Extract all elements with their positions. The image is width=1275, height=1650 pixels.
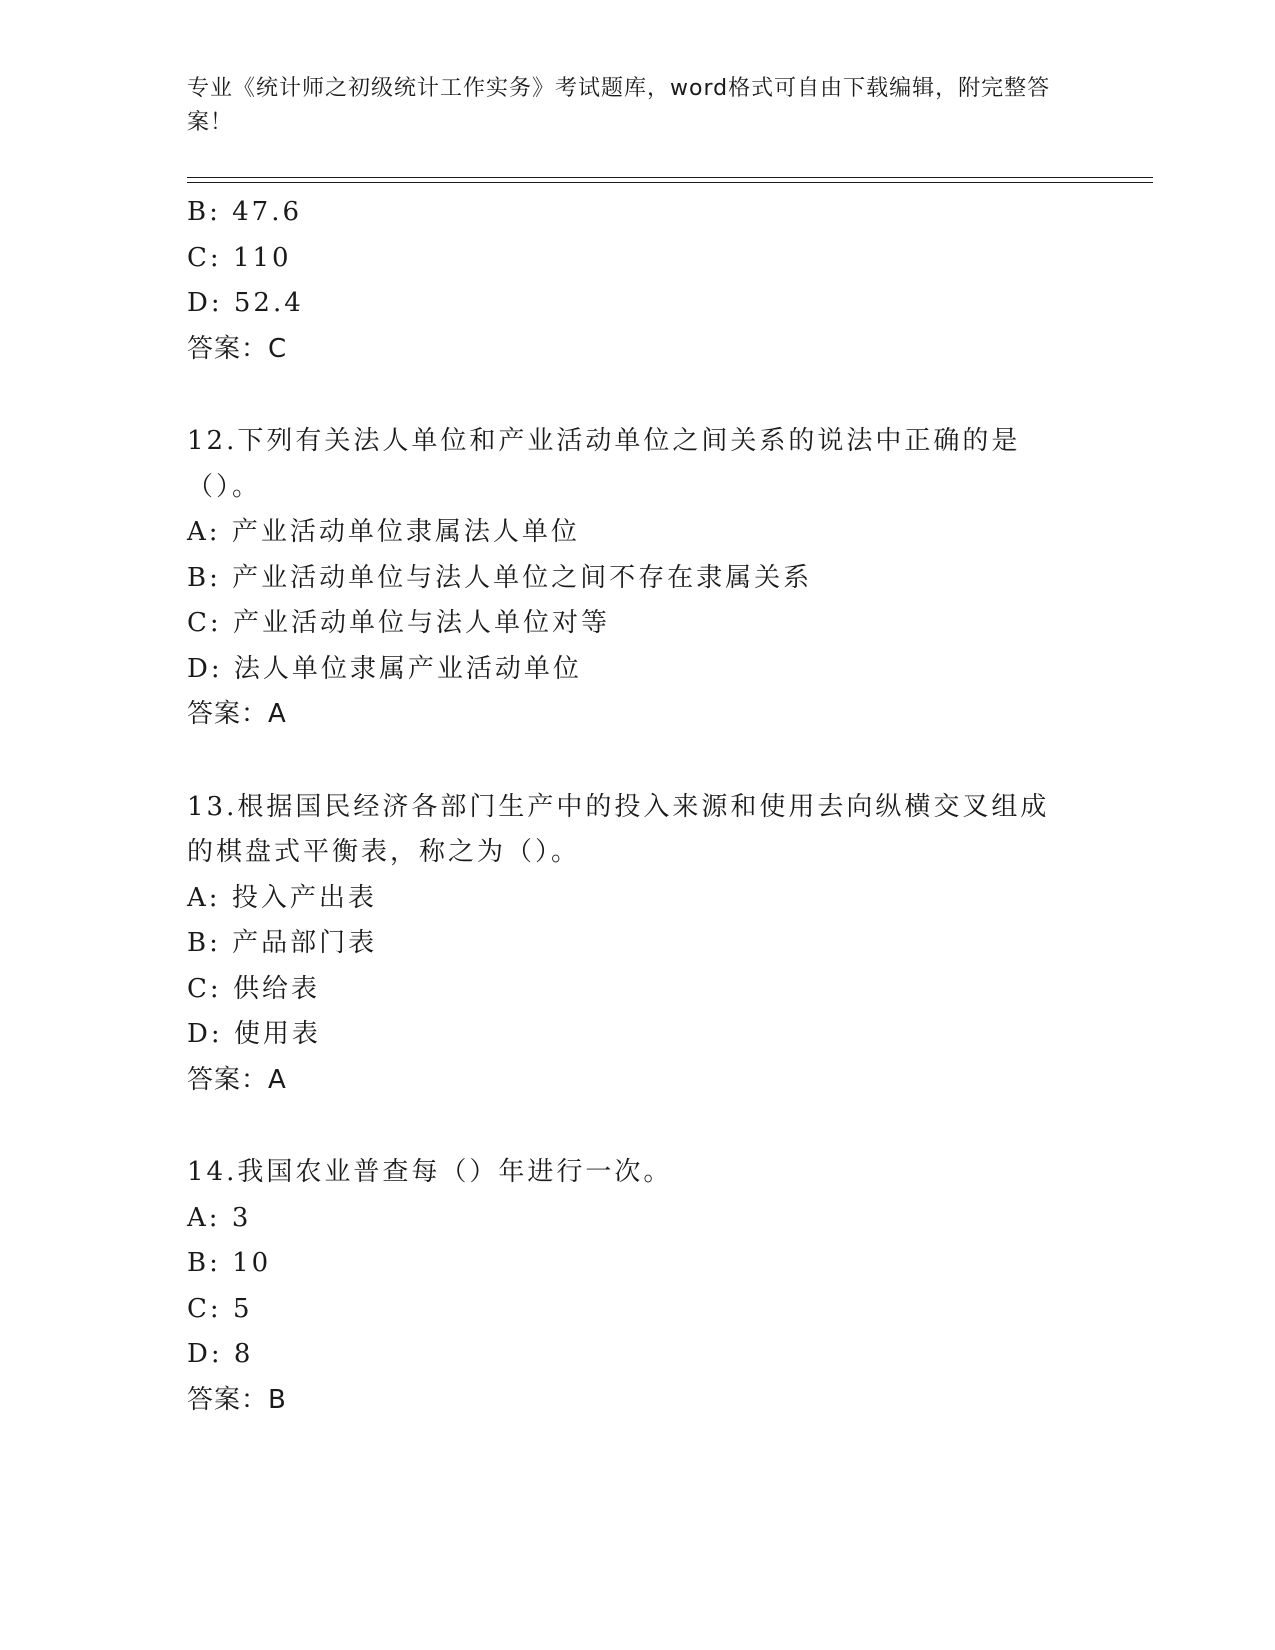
question-text: 14.我国农业普查每（）年进行一次。 (187, 1157, 673, 1187)
document-header: 专业《统计师之初级统计工作实务》考试题库，word格式可自由下载编辑，附完整答案！ (187, 76, 1051, 135)
option-b: B: 10 (187, 1248, 272, 1278)
option-a: A: 投入产出表 (187, 882, 377, 913)
answer-line: 答案：A (187, 699, 287, 729)
answer-line: 答案：A (187, 1064, 287, 1095)
spacer (187, 1103, 1087, 1150)
question-11-tail (187, 190, 1087, 372)
header-divider-bottom (187, 182, 1153, 183)
option-d: D: 使用表 (187, 1019, 321, 1049)
question-14 (187, 1150, 1087, 1423)
answer-line: 答案：C (187, 333, 288, 364)
question-13 (187, 785, 1087, 1104)
option-d: D: 8 (187, 1339, 254, 1369)
option-a: A: 3 (187, 1202, 252, 1233)
option-b: B: 产品部门表 (187, 928, 378, 958)
option-b: B: 产业活动单位与法人单位之间不存在隶属关系 (187, 562, 813, 593)
question-text: 13.根据国民经济各部门生产中的投入来源和使用去向纵横交叉组成的棋盘式平衡表，称之为（）。 (187, 791, 1050, 867)
header-divider-top (187, 177, 1153, 178)
option-a: A: 产业活动单位隶属法人单位 (187, 517, 580, 547)
option-d: D: 法人单位隶属产业活动单位 (187, 653, 582, 684)
option-d: D: 52.4 (187, 288, 304, 318)
option-c: C: 5 (187, 1293, 253, 1324)
spacer (187, 738, 1087, 785)
question-12 (187, 419, 1087, 738)
question-list (187, 190, 1087, 1423)
spacer (187, 372, 1087, 419)
answer-line: 答案：B (187, 1384, 287, 1415)
option-c: C: 110 (187, 242, 292, 273)
option-c: C: 供给表 (187, 973, 320, 1004)
question-text: 12.下列有关法人单位和产业活动单位之间关系的说法中正确的是（）。 (187, 426, 1021, 502)
option-c: C: 产业活动单位与法人单位对等 (187, 608, 610, 638)
option-b: B: 47.6 (187, 197, 303, 227)
